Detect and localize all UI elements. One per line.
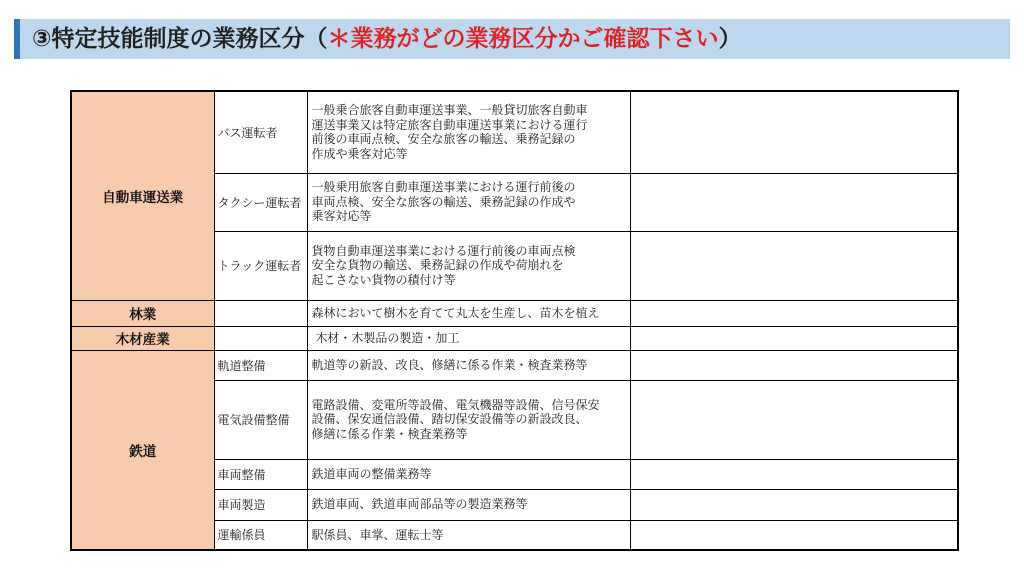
title-banner — [14, 19, 1010, 59]
blank-cell — [630, 489, 958, 520]
category-cell: 林業 — [71, 300, 214, 326]
description-line: 安全な貨物の輸送、乗務記録の作成や荷崩れを — [311, 258, 564, 273]
description-line: 木材・木製品の製造・加工 — [311, 330, 460, 345]
description-line: 乗客対応等 — [311, 209, 372, 224]
description-cell — [307, 520, 630, 550]
subcategory-cell — [214, 326, 307, 350]
description-line: 貨物自動車運送事業における運行前後の車両点検 — [311, 243, 576, 258]
table-row — [71, 326, 958, 350]
description-line: 電路設備、変電所等設備、電気機器等設備、信号保安 — [311, 397, 600, 412]
description-line: 設備、保安通信設備、踏切保安設備等の新設改良、 — [311, 412, 588, 427]
description-cell — [307, 91, 630, 173]
blank-cell — [630, 91, 958, 173]
subcategory-cell: 軌道整備 — [214, 350, 307, 380]
description-cell — [307, 380, 630, 459]
title-note: ＊業務がどの業務区分かご確認下さい — [327, 26, 719, 52]
description-line: 起こさない貨物の積付け等 — [311, 272, 456, 287]
subcategory-cell: バス運転者 — [214, 91, 307, 173]
description-cell — [307, 300, 630, 326]
title-main: ③特定技能制度の業務区分（ — [32, 26, 328, 52]
description-line: 車両点検、安全な旅客の輸送、乗務記録の作成や — [311, 194, 576, 209]
description-cell — [307, 459, 630, 489]
blank-cell — [630, 350, 958, 380]
blank-cell — [630, 380, 958, 459]
subcategory-cell: 車両製造 — [214, 489, 307, 520]
subcategory-cell: タクシー運転者 — [214, 173, 307, 231]
description-cell — [307, 350, 630, 380]
description-line: 運送事業又は特定旅客自動車運送事業における運行 — [311, 117, 588, 132]
subcategory-cell: トラック運転者 — [214, 231, 307, 300]
subcategory-cell: 運輸係員 — [214, 520, 307, 550]
page-title — [32, 19, 741, 59]
subcategory-cell — [214, 300, 307, 326]
description-cell — [307, 489, 630, 520]
subcategory-cell: 車両整備 — [214, 459, 307, 489]
category-cell: 鉄道 — [71, 350, 214, 550]
description-line: 前後の車両点検、安全な旅客の輸送、乗務記録の — [311, 132, 576, 147]
category-cell: 自動車運送業 — [71, 91, 214, 300]
description-line: 作成や乗客対応等 — [311, 146, 408, 161]
description-line: 軌道等の新設、改良、修繕に係る作業・検査業務等 — [311, 357, 588, 372]
table-row — [71, 350, 958, 380]
title-close: ） — [718, 26, 742, 52]
blank-cell — [630, 459, 958, 489]
table-row — [71, 91, 958, 173]
description-cell — [307, 173, 630, 231]
subcategory-cell: 電気設備整備 — [214, 380, 307, 459]
blank-cell — [630, 300, 958, 326]
description-line: 鉄道車両の整備業務等 — [311, 466, 432, 481]
title-accent-bar — [14, 19, 20, 59]
table-row — [71, 300, 958, 326]
blank-cell — [630, 231, 958, 300]
description-line: 駅係員、車掌、運転士等 — [311, 527, 444, 542]
description-line: 一般乗合旅客自動車運送事業、一般貸切旅客自動車 — [311, 103, 588, 118]
description-line: 一般乗用旅客自動車運送事業における運行前後の — [311, 180, 576, 195]
description-line: 森林において樹木を育てて丸太を生産し、苗木を植え — [311, 305, 600, 320]
blank-cell — [630, 520, 958, 550]
description-line: 修繕に係る作業・検査業務等 — [311, 426, 468, 441]
description-cell — [307, 326, 630, 350]
blank-cell — [630, 326, 958, 350]
category-cell: 木材産業 — [71, 326, 214, 350]
business-category-table — [70, 90, 959, 551]
description-line: 鉄道車両、鉄道車両部品等の製造業務等 — [311, 497, 528, 512]
blank-cell — [630, 173, 958, 231]
description-cell — [307, 231, 630, 300]
